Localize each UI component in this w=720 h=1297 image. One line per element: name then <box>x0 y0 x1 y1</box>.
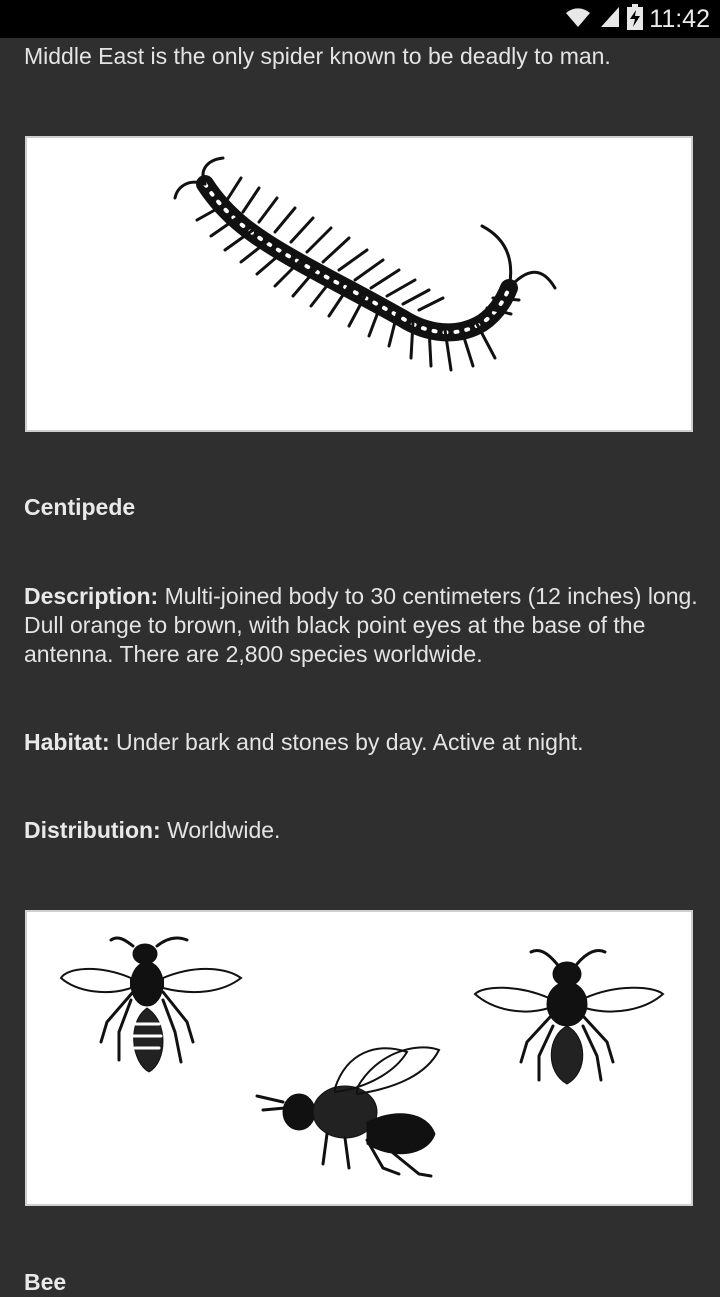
centipede-description <box>24 582 704 669</box>
wifi-icon <box>563 5 593 34</box>
centipede-title: Centipede <box>24 494 136 520</box>
habitat-label: Habitat: <box>24 729 110 755</box>
description-text: Multi-joined body to 30 centimeters (12 inches) long. Dull orange to brown, with black point eyes at the base of the antenna. There are 2,800 species worldwide. <box>24 583 698 667</box>
status-bar <box>0 0 720 38</box>
description-label: Description: <box>24 583 159 609</box>
centipede-habitat <box>24 728 704 757</box>
battery-charging-icon <box>627 4 643 35</box>
signal-icon <box>599 5 621 34</box>
status-icons <box>563 6 710 32</box>
distribution-label: Distribution: <box>24 817 161 843</box>
centipede-distribution <box>24 816 704 845</box>
bee-image <box>25 910 693 1206</box>
distribution-text: Worldwide. <box>160 817 281 843</box>
habitat-text: Under bark and stones by day. Active at night. <box>109 729 584 755</box>
bee-title: Bee <box>24 1269 67 1295</box>
spider-description-end: Middle East is the only spider known to be deadly to man. <box>24 43 611 69</box>
status-time: 11:42 <box>649 5 710 33</box>
centipede-image <box>25 136 693 432</box>
